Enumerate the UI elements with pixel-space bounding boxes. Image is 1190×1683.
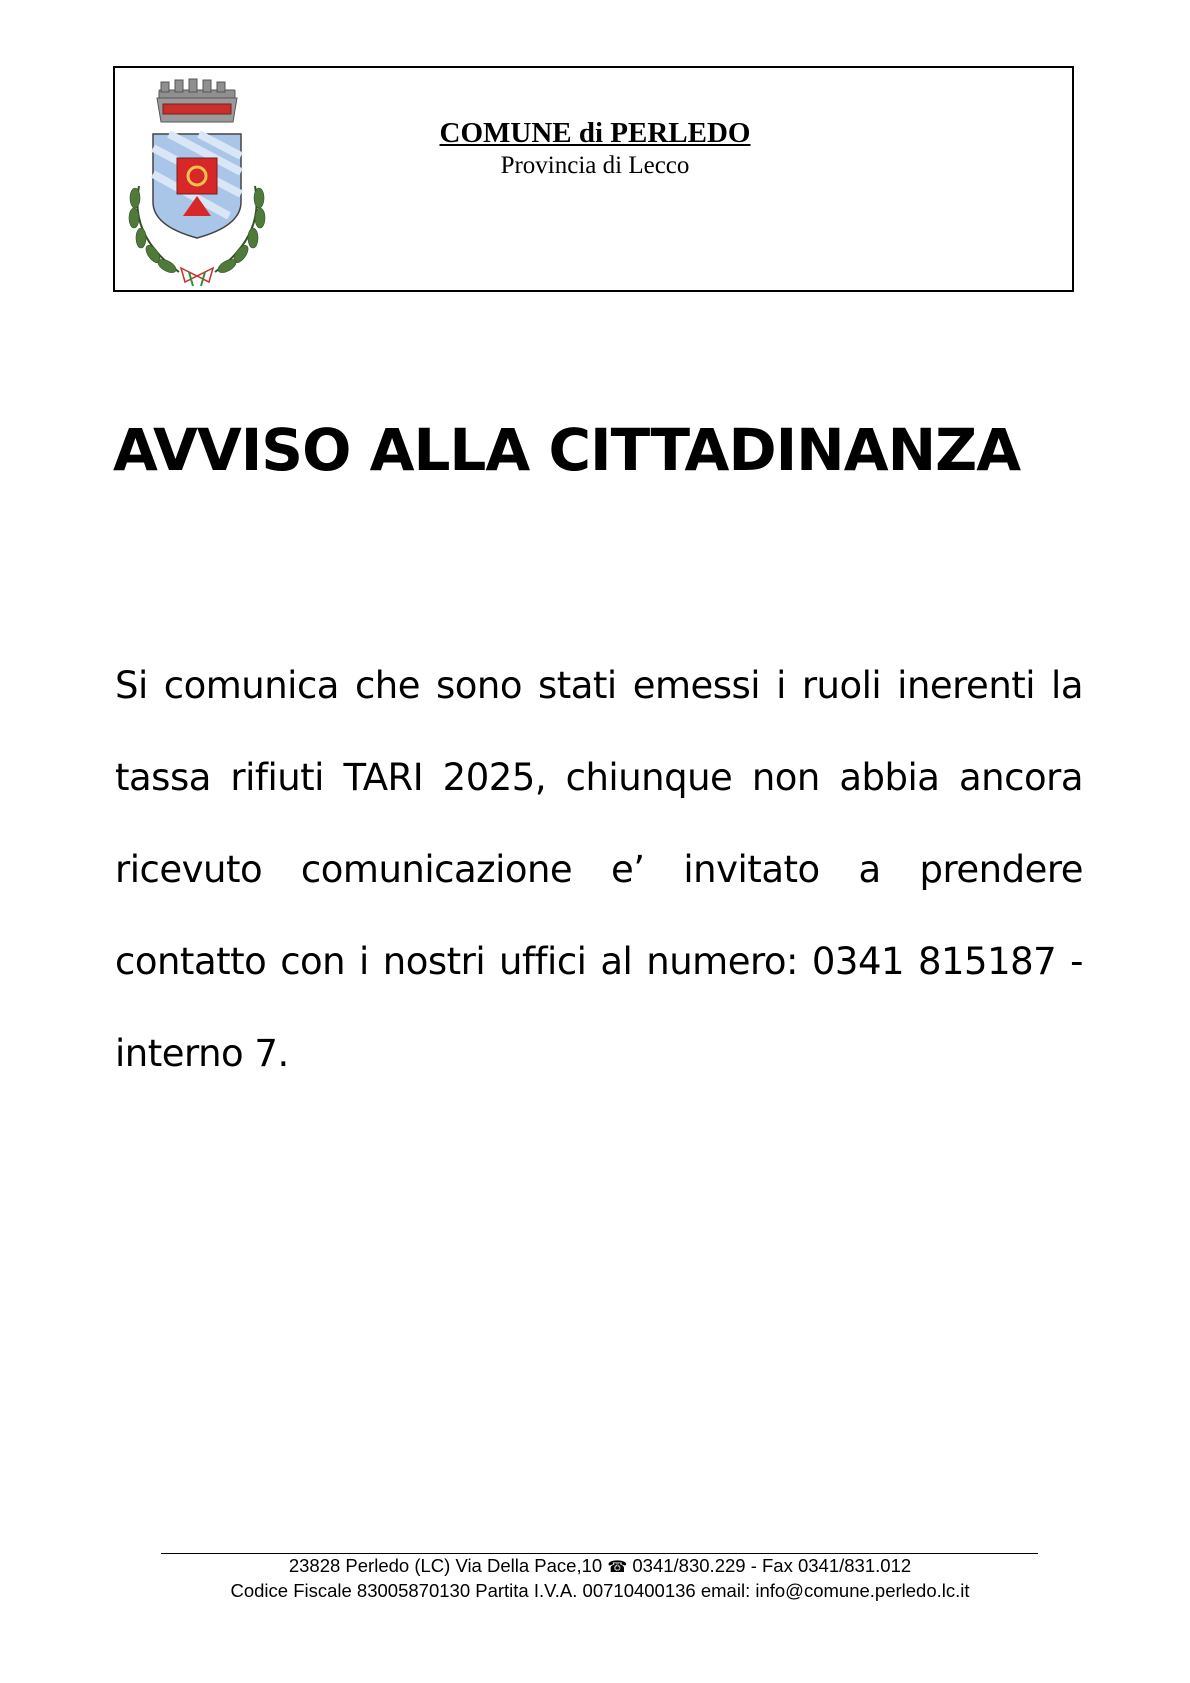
province-name: Provincia di Lecco [500,152,690,179]
footer [150,1554,1050,1603]
header-text [395,116,795,182]
municipality-name: COMUNE di PERLEDO [439,117,751,149]
footer-address: 23828 Perledo (LC) Via Della Pace,10 [288,1555,603,1576]
crown [157,79,237,122]
header-box [113,66,1074,292]
notice-body: Si comunica che sono stati emessi i ruoli inerenti la tassa rifiuti TARI 2025, chiunque non abbia ancora ricevuto comunicazione e’ invitato a prendere contatto con i nostri uffici al numero: 0341 815187 - interno 7. [115,664,1083,1075]
shield [153,134,241,238]
footer-phone: 0341/830.229 - Fax 0341/831.012 [632,1555,912,1576]
notice-title: AVVISO ALLA CITTADINANZA [113,416,1021,484]
ribbon [181,268,213,286]
telephone-icon: ☎ [607,1557,628,1576]
footer-line-2: Codice Fiscale 83005870130 Partita I.V.A. 00710400136 email: info@comune.perledo.lc.it [230,1580,970,1601]
coat-of-arms-icon [119,76,275,288]
footer-line-1 [150,1554,1050,1579]
